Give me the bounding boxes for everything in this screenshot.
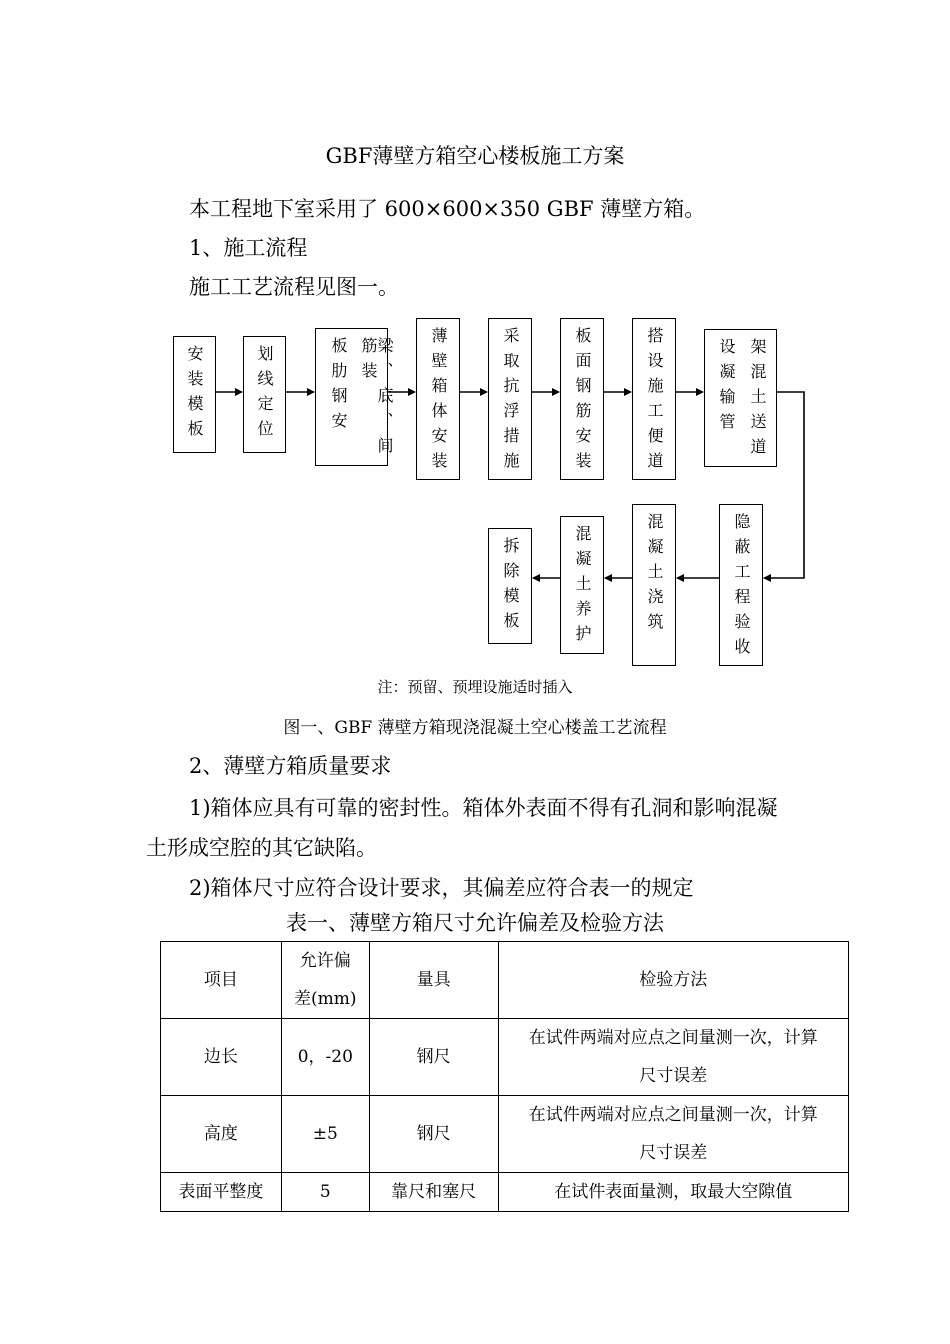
- flow-step-label: 采取抗浮措施: [501, 327, 520, 477]
- table-row: [161, 1173, 849, 1212]
- cell-tool: 钢尺: [369, 1096, 498, 1173]
- section-heading-1: 1、施工流程: [189, 236, 308, 260]
- cell-item: 高度: [161, 1096, 282, 1173]
- flow-step-label-col2: 板肋钢安: [329, 337, 348, 437]
- flow-step-label: 混凝土养护: [573, 525, 592, 650]
- header-item: 项目: [161, 942, 282, 1019]
- cell-method-line2: 尺寸误差: [639, 1066, 708, 1086]
- cell-method-line2: 尺寸误差: [639, 1143, 708, 1163]
- figure-caption: 图一、GBF 薄壁方箱现浇混凝土空心楼盖工艺流程: [283, 718, 667, 738]
- arrow-connector: [764, 392, 804, 578]
- flow-step-label-col1: 梁、底、间筋装: [359, 337, 394, 462]
- flow-step-label: 搭设施工便道: [645, 327, 664, 477]
- header-tolerance-line1: 允许偏: [299, 951, 351, 971]
- cell-tolerance: ±5: [281, 1096, 369, 1173]
- cell-tolerance: 5: [281, 1173, 369, 1212]
- flow-reference: 施工工艺流程见图一。: [189, 275, 399, 299]
- header-tool: 量具: [369, 942, 498, 1019]
- flow-step-label: 板面钢筋安装: [573, 327, 592, 477]
- cell-tool: 靠尺和塞尺: [369, 1173, 498, 1212]
- header-tolerance: [281, 942, 369, 1019]
- cell-item: 边长: [161, 1019, 282, 1096]
- flow-step-label: 安装模板: [185, 345, 204, 445]
- flow-step-label: 划线定位: [255, 345, 274, 445]
- flow-step-label-col2: 设凝输管: [717, 338, 736, 438]
- cell-method: [498, 1096, 848, 1173]
- requirement-1-line2: 土形成空腔的其它缺陷。: [146, 836, 377, 860]
- tolerance-table: [160, 941, 849, 1212]
- header-tolerance-line2: 差(mm): [294, 989, 357, 1009]
- intro-paragraph: 本工程地下室采用了 600×600×350 GBF 薄壁方箱。: [189, 197, 706, 221]
- cell-method: [498, 1019, 848, 1096]
- document-title: GBF薄壁方箱空心楼板施工方案: [325, 144, 625, 168]
- cell-tool: 钢尺: [369, 1019, 498, 1096]
- cell-method-line1: 在试件两端对应点之间量测一次，计算: [528, 1028, 818, 1048]
- flow-step-label: 拆除模板: [501, 537, 520, 637]
- flow-step-label: 隐蔽工程验收: [732, 513, 751, 663]
- cell-method: 在试件表面量测，取最大空隙值: [498, 1173, 848, 1212]
- header-method: 检验方法: [498, 942, 848, 1019]
- flow-step-label: 混凝土浇筑: [645, 513, 664, 638]
- cell-tolerance: 0，-20: [281, 1019, 369, 1096]
- cell-method-line1: 在试件两端对应点之间量测一次，计算: [528, 1105, 818, 1125]
- figure-note: 注：预留、预埋设施适时插入: [377, 678, 573, 696]
- section-heading-2: 2、薄壁方箱质量要求: [189, 754, 392, 778]
- table-caption: 表一、薄壁方箱尺寸允许偏差及检验方法: [286, 911, 664, 935]
- table-row: [161, 1019, 849, 1096]
- flow-step-label-col1: 架混土送道: [748, 338, 767, 463]
- requirement-2: 2)箱体尺寸应符合设计要求，其偏差应符合表一的规定: [189, 876, 694, 900]
- flow-step-label: 薄壁箱体安装: [429, 327, 448, 477]
- table-row: [161, 1096, 849, 1173]
- requirement-1-line1: 1)箱体应具有可靠的密封性。箱体外表面不得有孔洞和影响混凝: [189, 796, 778, 820]
- table-header-row: [161, 942, 849, 1019]
- cell-item: 表面平整度: [161, 1173, 282, 1212]
